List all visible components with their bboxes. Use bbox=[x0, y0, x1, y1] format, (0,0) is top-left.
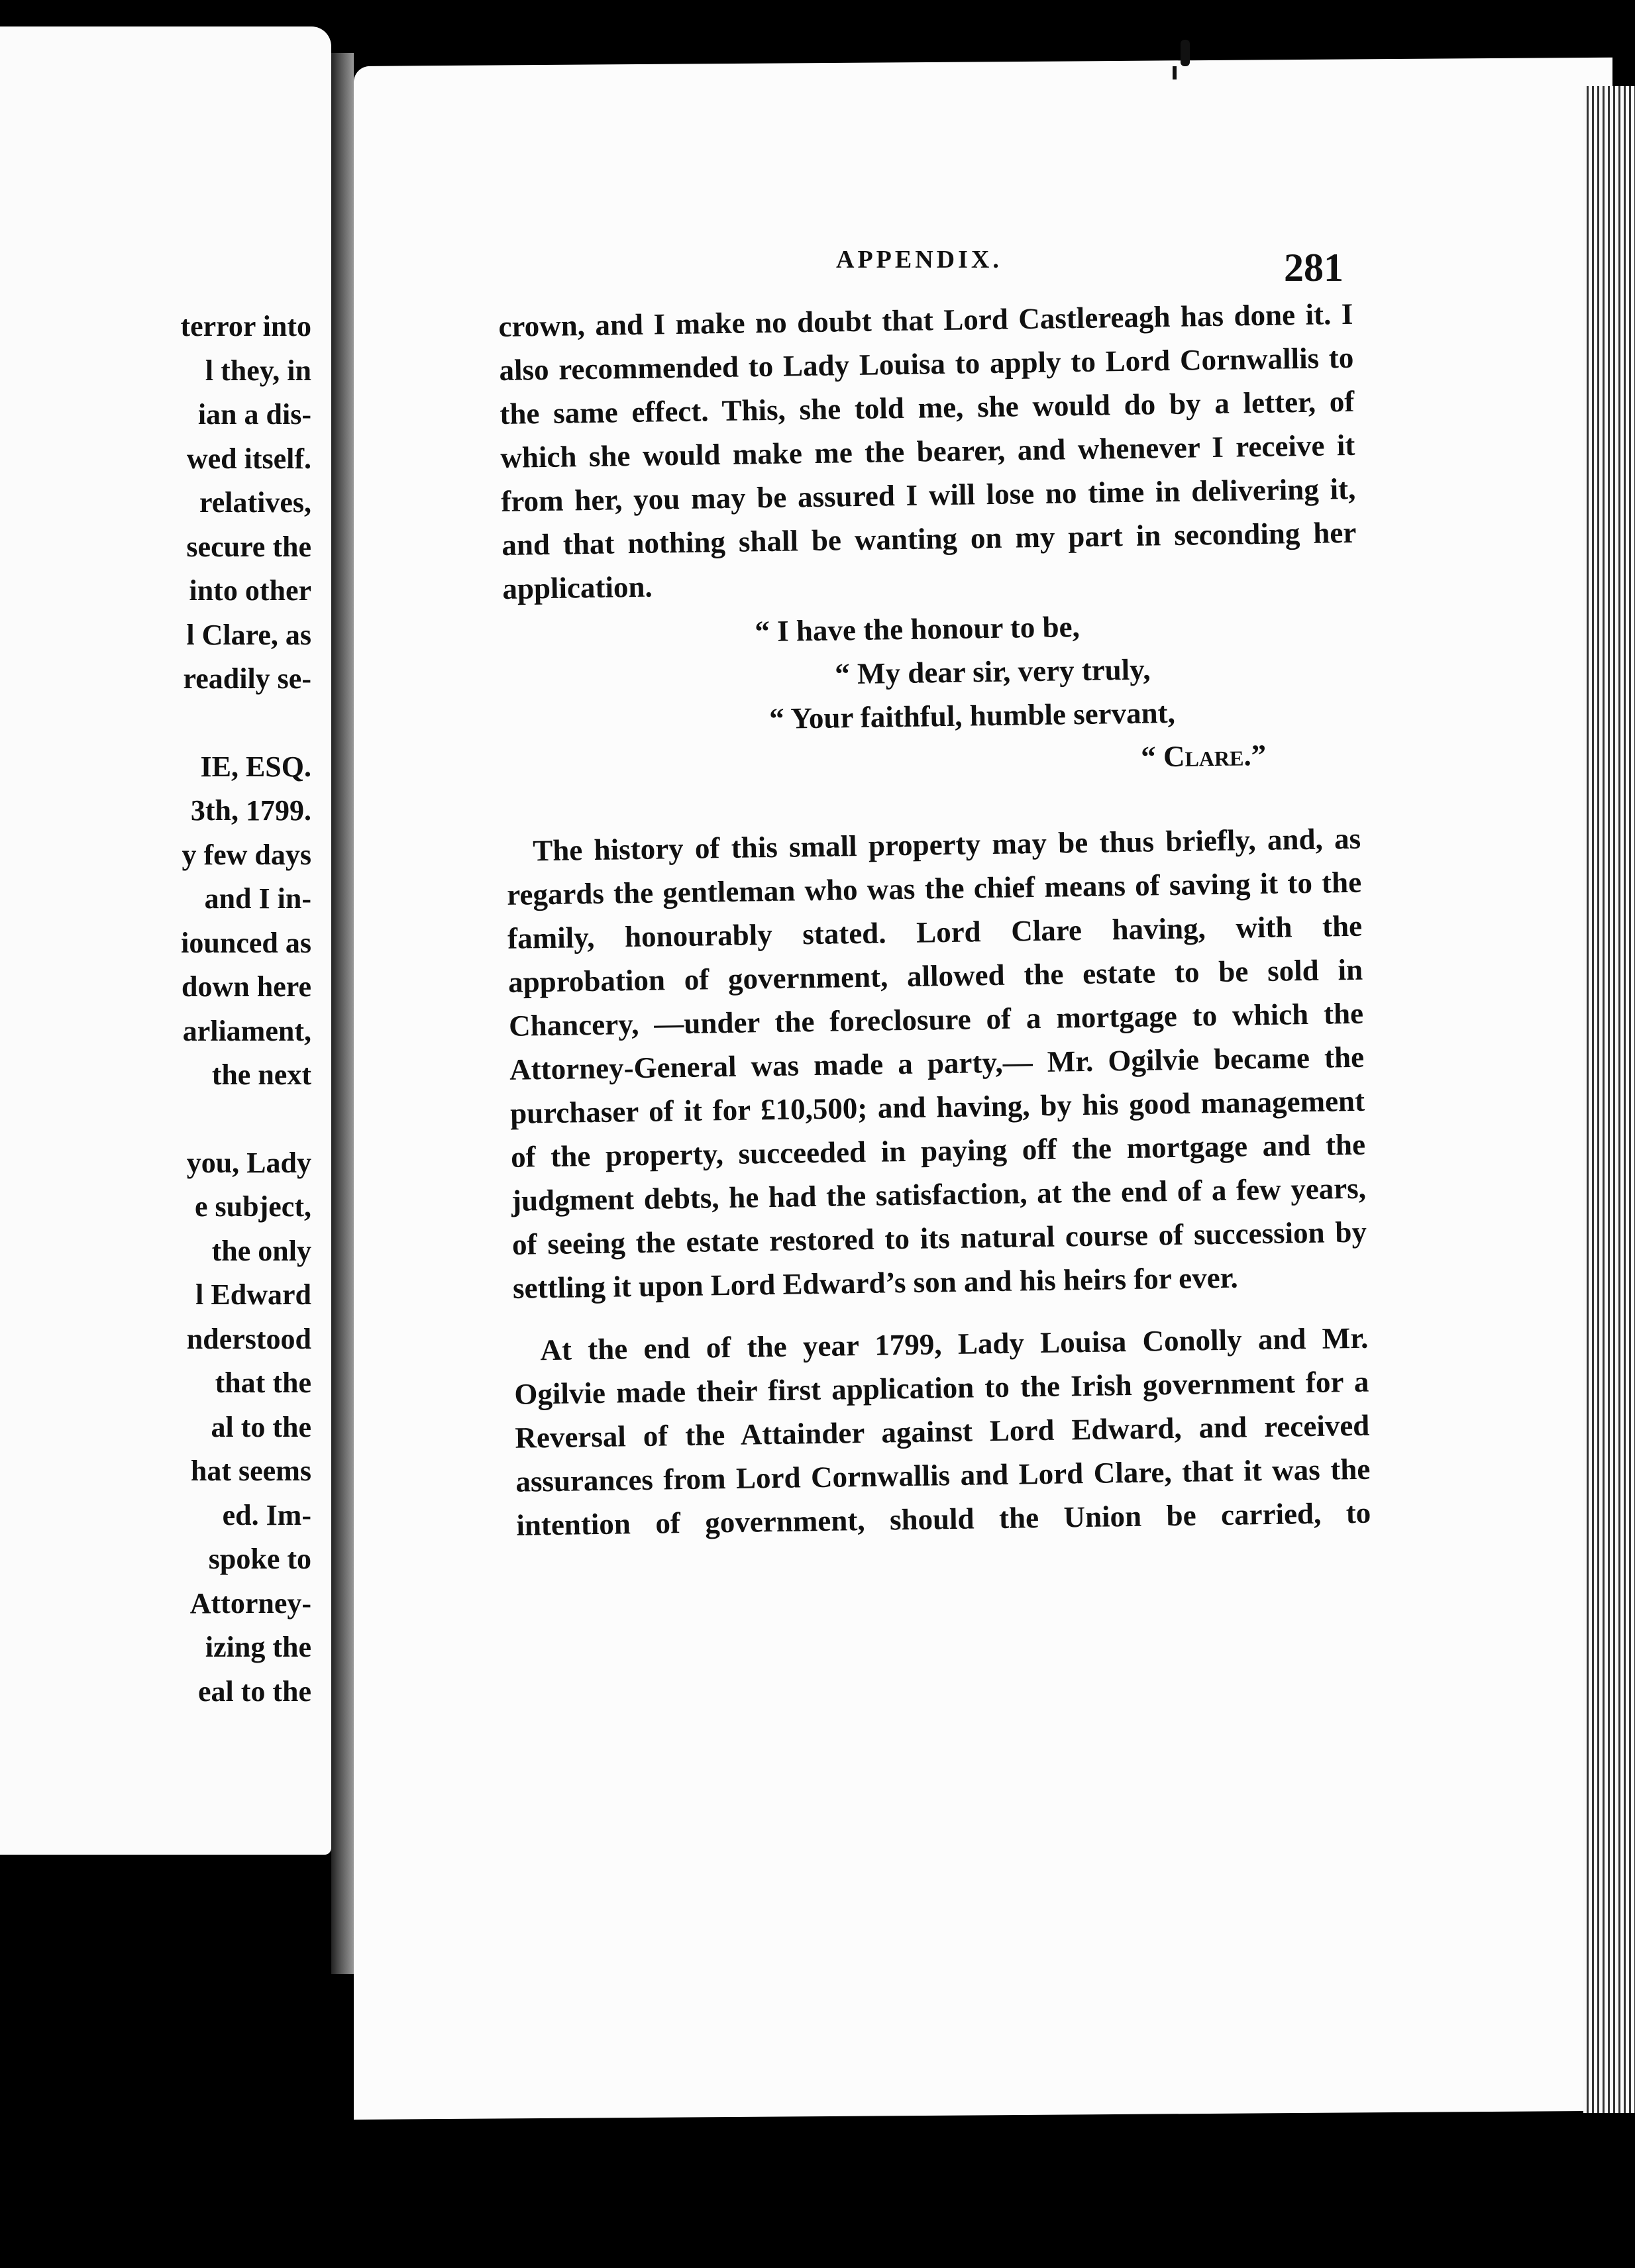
paragraph-history: The history of this small property may be thus briefly, and, as regards the gentleman who was the chief means of saving it to the family, honourably stated. Lord Clare having, with the approbation of government, allowed the estate to be sold in Chancery, —under the foreclosure of a mortgage to which the Attorney-General was made a party,— Mr. Ogilvie became the purchaser of it for £10,500; and having, by his good management of the property, succeeded in paying off the mortgage and the judgment debts, he had the satisfaction, at the end of a few years, of seeing the estate restored to its natural course of succession by settling it upon Lord Edward’s son and his heirs for ever. bbox=[506, 821, 1367, 1305]
left-page-line: ian a dis- bbox=[197, 398, 311, 431]
left-page-line: readily se- bbox=[183, 662, 311, 695]
left-page-line: you, Lady bbox=[186, 1146, 311, 1179]
left-page-line: iounced as bbox=[181, 926, 311, 959]
letter-body: crown, and I make no doubt that Lord Castlereagh has done it. I also recommended to Lady Louisa to apply to Lord Cornwallis to the same effect. This, she told me, she would do by a letter, of which she would make me the bearer, and whenever I receive it from her, you may be assured I will lose no time in delivering it, and that nothing shall be wanting on my part in seconding her application. bbox=[498, 297, 1357, 605]
letter-closing bbox=[503, 598, 1361, 829]
left-page-line: relatives, bbox=[199, 486, 311, 519]
paragraph-reversal: At the end of the year 1799, Lady Louisa Conolly and Mr. Ogilvie made their first application to the Irish government for a Reversal of the Attainder against Lord Edward, and received assurances from Lord Cornwallis and Lord Clare, that it was the intention of government, should the Union be carried, to bbox=[514, 1321, 1371, 1542]
left-page-line: l Clare, as bbox=[186, 618, 311, 651]
left-page bbox=[0, 26, 331, 1855]
left-page-line: Attorney- bbox=[189, 1586, 311, 1620]
left-page-line: al to the bbox=[211, 1410, 311, 1443]
left-page-line: secure the bbox=[186, 530, 311, 563]
left-page-line: arliament, bbox=[182, 1014, 311, 1047]
body-text bbox=[498, 292, 1371, 1547]
book-gutter bbox=[331, 53, 354, 1974]
left-page-line: down here bbox=[182, 970, 311, 1003]
left-page-line: nderstood bbox=[186, 1322, 311, 1355]
left-page-line bbox=[0, 1098, 311, 1141]
left-page-text bbox=[0, 305, 311, 1714]
left-page-line: that the bbox=[215, 1366, 311, 1399]
left-page-line: and I in- bbox=[204, 882, 311, 915]
left-page-line: the only bbox=[211, 1234, 311, 1267]
left-page-line: terror into bbox=[180, 310, 311, 342]
left-page-line: ed. Im- bbox=[222, 1498, 311, 1531]
left-page-line: the next bbox=[211, 1058, 311, 1091]
scan-speck bbox=[1173, 66, 1177, 79]
left-page-line: l they, in bbox=[205, 354, 311, 387]
left-page-line: l Edward bbox=[195, 1278, 311, 1311]
running-head: APPENDIX. bbox=[836, 246, 1002, 274]
left-page-line: eal to the bbox=[197, 1675, 311, 1708]
left-page-line bbox=[0, 701, 311, 745]
closing-line-3: “ Your faithful, humble servant, bbox=[768, 696, 1176, 735]
signature: “ Clare.” bbox=[1140, 738, 1267, 774]
left-page-line: wed itself. bbox=[186, 442, 311, 475]
page-edges bbox=[1583, 86, 1635, 2113]
left-page-line: y few days bbox=[182, 838, 311, 871]
scan-speck bbox=[1181, 40, 1190, 66]
left-page-line: e subject, bbox=[195, 1190, 311, 1223]
left-page-line: izing the bbox=[205, 1631, 311, 1663]
left-page-line: spoke to bbox=[208, 1543, 311, 1575]
left-page-line: IE, ESQ. bbox=[200, 750, 311, 783]
left-page-line: into other bbox=[189, 574, 311, 607]
left-page-line: 3th, 1799. bbox=[190, 794, 311, 827]
closing-line-2: “ My dear sir, very truly, bbox=[834, 652, 1151, 691]
left-page-line: hat seems bbox=[190, 1455, 311, 1487]
closing-line-1: “ I have the honour to be, bbox=[754, 610, 1081, 648]
page-number: 281 bbox=[1284, 246, 1344, 289]
